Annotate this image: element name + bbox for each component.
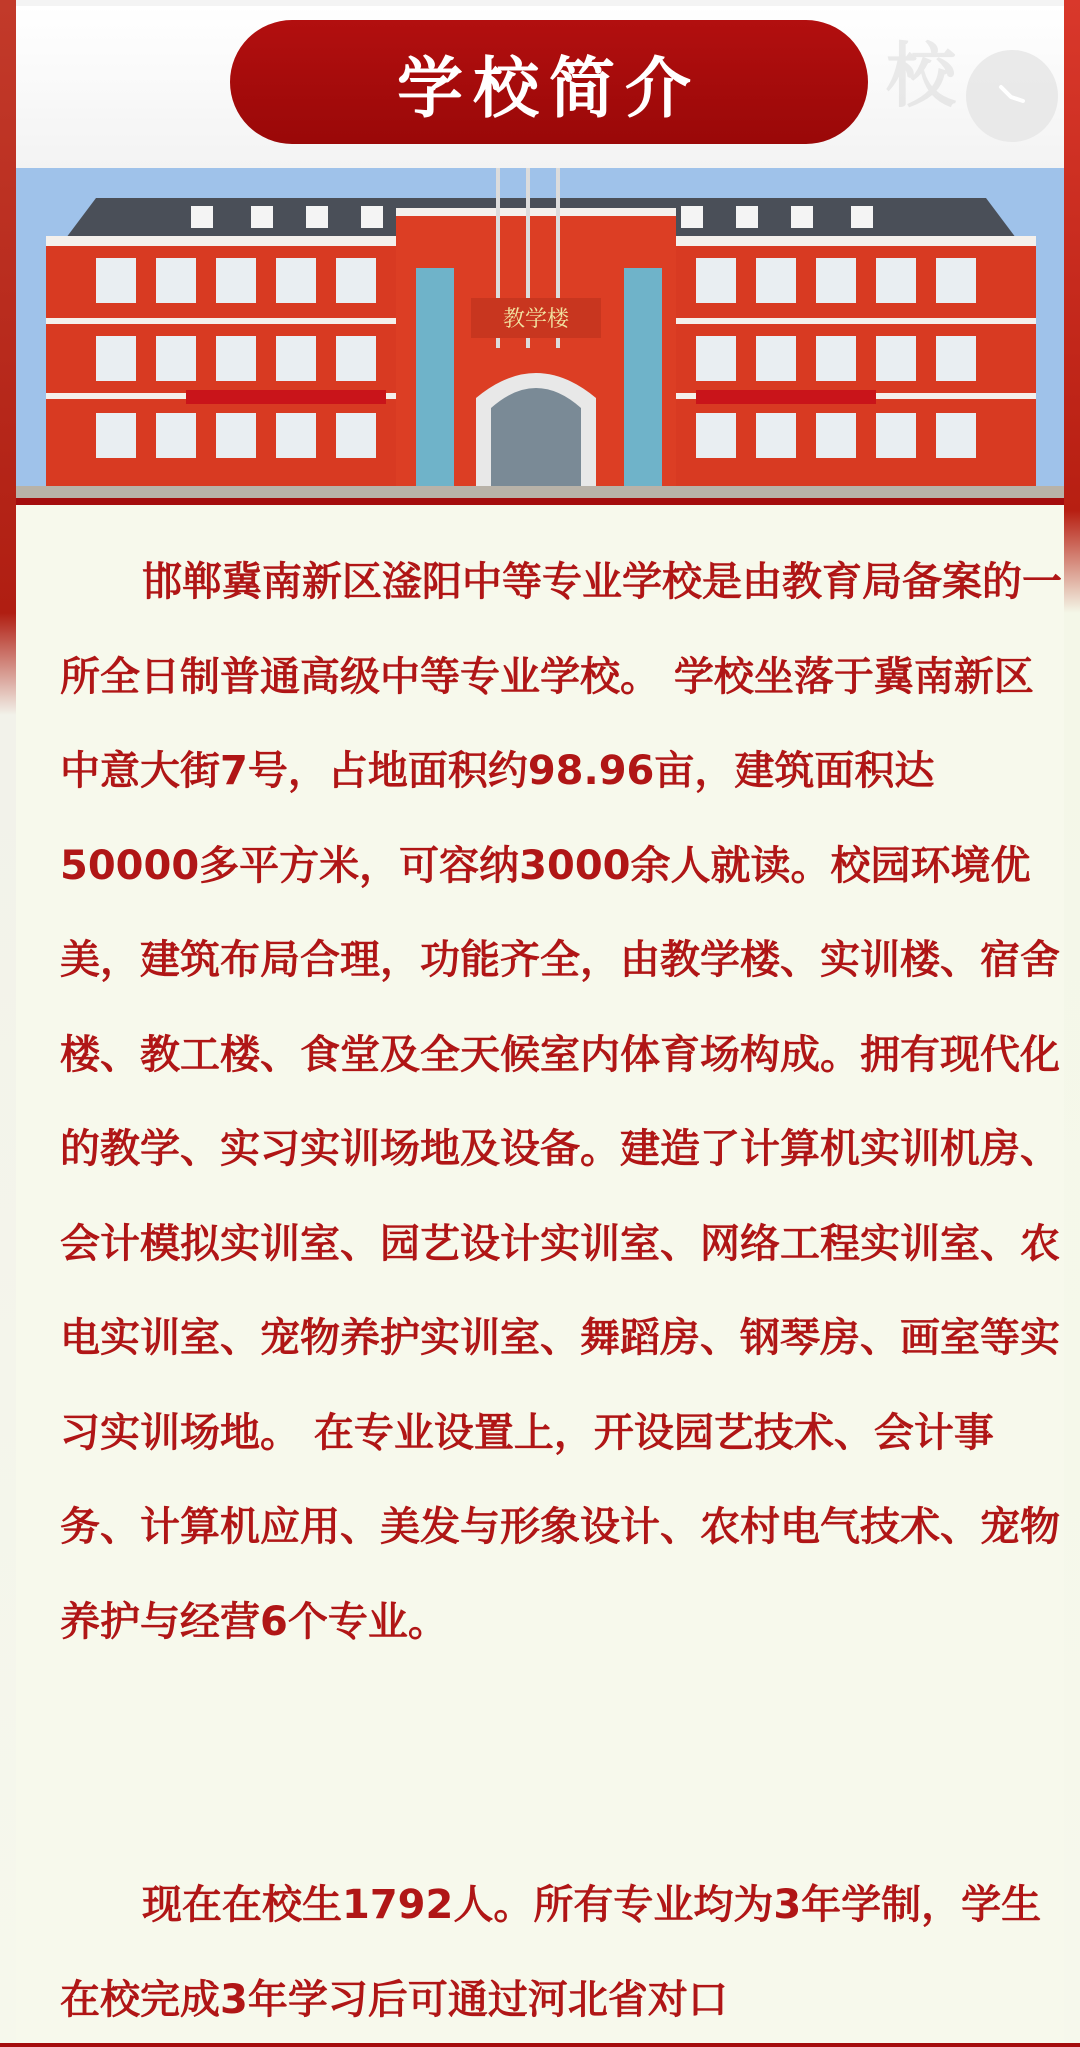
intro-panel	[16, 505, 1064, 2043]
header-watermark: 校	[886, 35, 956, 117]
intro-paragraph: 现在在校生1792人。所有专业均为3年学制，学生在校完成3年学习后可通过河北省对口	[60, 1882, 1042, 2023]
title-banner	[230, 20, 868, 144]
intro-paragraph: 邯郸冀南新区滏阳中等专业学校是由教育局备案的一所全日制普通高级中等专业学校。 学校坐落于冀南新区中意大街7号，占地面积约98.96亩，建筑面积达50000多平方米，可容纳3000余人就读。校园环境优美，建筑布局合理，功能齐全，由教学楼、实训楼、宿舍楼、教工楼、食堂及全天候室内体育场构成。拥有现代化的教学、实习实训场地及设备。建造了计算机实训机房、会计模拟实训室、园艺设计实训室、网络工程实训室、农电实训室、宠物养护实训室、舞蹈房、钢琴房、画室等实习实训场地。 在专业设置上，开设园艺技术、会计事务、计算机应用、美发与形象设计、农村电气技术、宠物养护与经营6个专业。	[60, 559, 1062, 1645]
background-edge-left	[0, 0, 16, 2043]
page-title: 学校简介	[397, 49, 701, 127]
building-sign: 教学楼	[502, 307, 570, 332]
school-building-photo	[16, 168, 1064, 498]
back-button[interactable]	[966, 50, 1058, 142]
header	[16, 6, 1064, 168]
back-arrow-icon	[989, 73, 1035, 119]
